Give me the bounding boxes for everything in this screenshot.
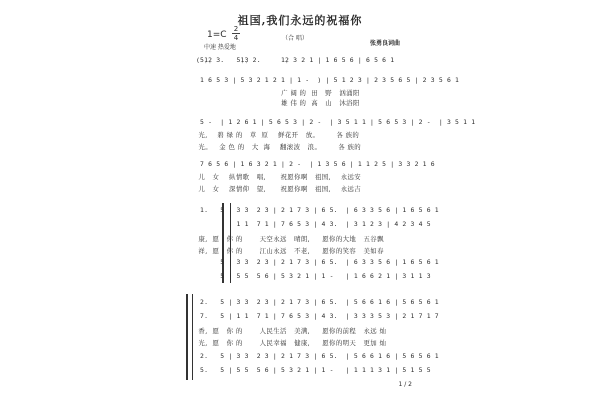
lyric-line: 儿 女 纵情歌 唱, 祝愿你啊 祖国, 永远安 bbox=[196, 173, 362, 181]
notation-line: 5 | 5 5 5 6 | 5 3 2 1 | 1 - | 1 6 6 2 1 | 3 1 1 3 bbox=[196, 272, 431, 280]
lyric-line: 祥, 愿 你 的 江山永远 不老, 愿你的笑容 美如春 bbox=[196, 247, 384, 255]
meter-top: 2 bbox=[233, 25, 239, 33]
system-barline bbox=[230, 203, 231, 283]
composer-credit: 张勇良词曲 bbox=[370, 40, 401, 47]
lyric-line: 康, 愿 你 的 天空永远 晴朗, 愿你的大地 五谷飘 bbox=[196, 235, 384, 243]
time-signature bbox=[232, 25, 240, 42]
lyric-line: 雄 伟 的 高 山 沐浴阳 bbox=[196, 99, 360, 107]
notation-line: 1 1 7 1 | 7 6 5 3 | 4 3. | 3 1 2 3 | 4 2 3 4 5 bbox=[196, 220, 431, 228]
lyric-line: 香, 愿 你 的 人民生活 美满, 愿你的前程 永远 灿 bbox=[196, 327, 387, 335]
page-number: 1 / 2 bbox=[398, 381, 412, 388]
system-bracket bbox=[186, 294, 188, 380]
notation-line: 1. 5 | 3 3 2 3 | 2 1 7 3 | 6 5. | 6 3 3 5 6 | 1 6 5 6 1 bbox=[196, 206, 439, 214]
tempo-marking: 中速 热爱地 bbox=[204, 44, 236, 51]
lyric-line: 光。 金 色 的 大 海 翻滚波 浪。 各 族的 bbox=[196, 143, 362, 151]
notation-line: 5 - | 1 2 6 1 | 5 6 5 3 | 2 - | 3 5 1 1 | 5 6 5 3 | 2 - | 3 5 1 1 bbox=[196, 118, 476, 126]
lyric-line: 广 阔 的 田 野 汹涌阳 bbox=[196, 89, 360, 97]
notation-line: 2. 5 | 3 3 2 3 | 2 1 7 3 | 6 5. | 5 6 6 1 6 | 5 6 5 6 1 bbox=[196, 352, 439, 360]
notation-line: 5 | 3 3 2 3 | 2 1 7 3 | 6 5. | 6 3 3 5 6 | 1 6 5 6 1 bbox=[196, 258, 439, 266]
meter-bottom: 4 bbox=[233, 34, 239, 42]
lyric-line: 光, 愿 你 的 人民幸福 健康, 愿你的明天 更加 灿 bbox=[196, 339, 387, 347]
notation-line: 7. 5 | 1 1 7 1 | 7 6 5 3 | 4 3. | 3 3 3 5 3 | 2 1 7 1 7 bbox=[196, 312, 439, 320]
key-signature: 1=C bbox=[207, 30, 227, 40]
system-barline bbox=[192, 294, 193, 380]
lyric-line: 儿 女 深情仰 望, 祝愿你啊 祖国, 永远吉 bbox=[196, 185, 362, 193]
notation-line: 1 6 5 3 | 5 3 2 1 2 1 | 1 - ) | 5 1 2 3 | 2 3 5 6 5 | 2 3 5 6 1 bbox=[196, 76, 460, 84]
system-bracket bbox=[222, 203, 224, 283]
notation-line: 7 6 5 6 | 1 6 3 2 1 | 2 - | 1 3 5 6 | 1 1 2 5 | 3 3 2 1 6 bbox=[196, 160, 435, 168]
notation-line: 2. 5 | 3 3 2 3 | 2 1 7 3 | 6 5. | 5 6 6 1 6 | 5 6 5 6 1 bbox=[196, 298, 439, 306]
lyric-line: 光, 碧 绿 的 草 原 鲜花开 放。 各 族的 bbox=[196, 131, 360, 139]
song-title: 祖国,我们永远的祝福你 bbox=[237, 14, 363, 27]
part-label: （合 唱） bbox=[282, 35, 308, 42]
notation-line: (5̣1̣2 3. 5̣1̣3 2. 1̣2 3 2 1 | 1 6 5 6 | 6 5 6 1 bbox=[196, 56, 395, 64]
notation-line: 5. 5 | 5 5 5 6 | 5 3 2 1 | 1 - | 1 1 1 3 1 | 5 1 5 5 bbox=[196, 366, 431, 374]
